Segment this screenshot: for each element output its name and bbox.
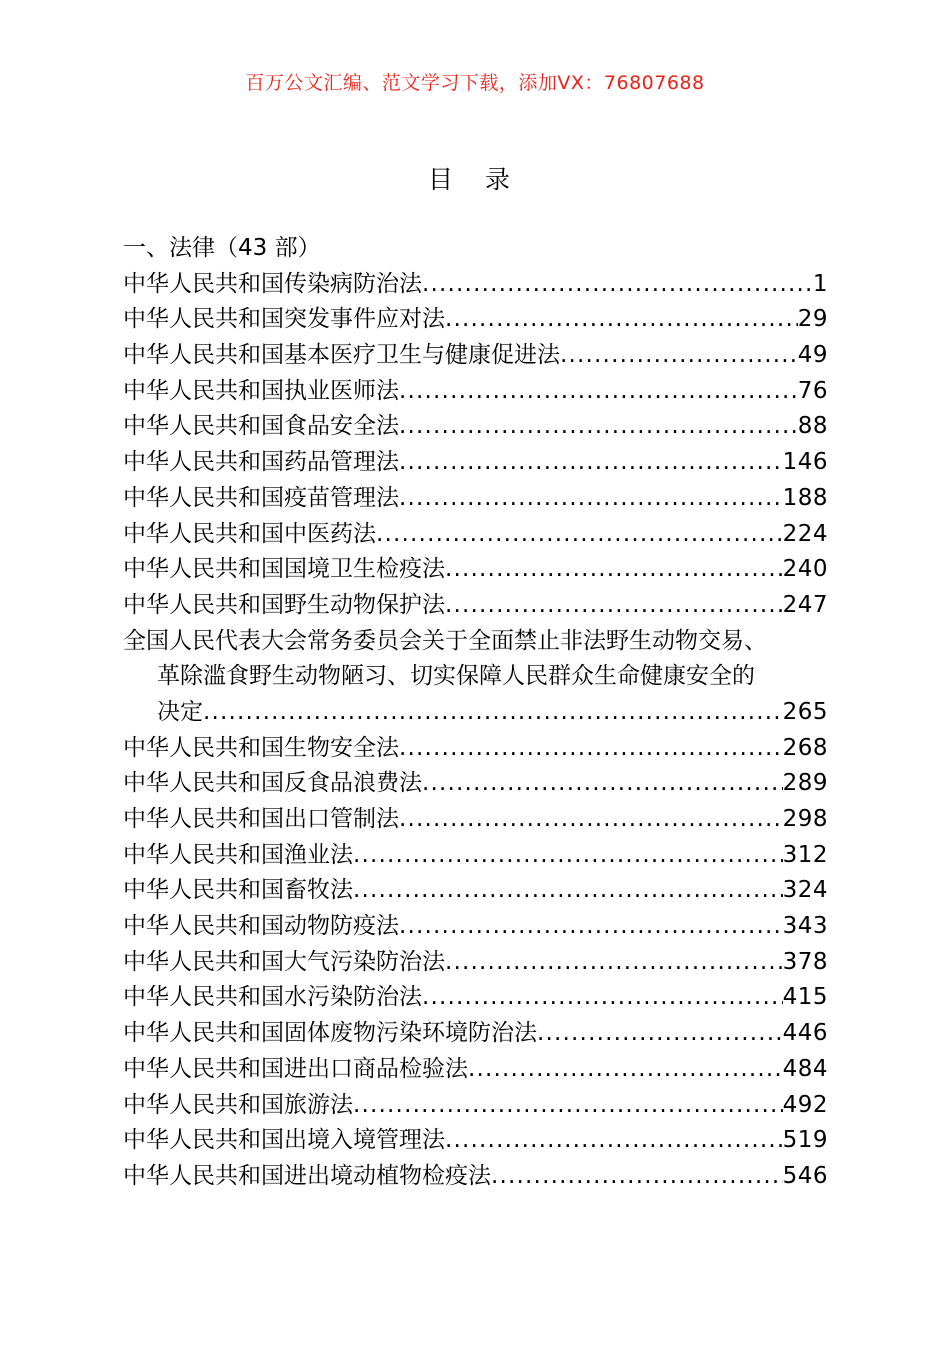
toc-entry-page: 247 bbox=[782, 591, 828, 618]
dot-leader bbox=[491, 1159, 783, 1195]
dot-leader bbox=[399, 409, 798, 445]
toc-entry-page: 519 bbox=[782, 1127, 828, 1154]
toc-entry-page: 29 bbox=[797, 306, 828, 333]
toc-entries-group bbox=[123, 731, 828, 1195]
toc-entry-page: 378 bbox=[782, 948, 828, 975]
toc-entry-page: 312 bbox=[782, 841, 828, 868]
dot-leader bbox=[422, 766, 783, 802]
toc-entry[interactable] bbox=[123, 909, 828, 945]
toc-entry[interactable] bbox=[123, 1052, 828, 1088]
dot-leader bbox=[445, 552, 783, 588]
dot-leader bbox=[445, 302, 798, 338]
toc-entry-page: 298 bbox=[782, 806, 828, 832]
toc-entry-title: 中华人民共和国食品安全法 bbox=[123, 413, 399, 440]
toc-entry-title: 中华人民共和国国境卫生检疫法 bbox=[123, 556, 445, 583]
table-of-contents bbox=[123, 231, 828, 1195]
toc-entry-page: 224 bbox=[782, 520, 828, 547]
toc-entry[interactable] bbox=[123, 374, 828, 410]
dot-leader bbox=[353, 838, 783, 874]
dot-leader bbox=[560, 338, 798, 374]
toc-entry[interactable] bbox=[123, 1159, 828, 1195]
toc-entry-title: 中华人民共和国大气污染防治法 bbox=[123, 948, 445, 975]
dot-leader bbox=[399, 909, 783, 945]
toc-entry-page: 289 bbox=[782, 770, 828, 797]
page-title: 目 录 bbox=[428, 165, 522, 194]
toc-entry-title: 中华人民共和国生物安全法 bbox=[123, 734, 399, 761]
toc-entry-title: 中华人民共和国渔业法 bbox=[123, 841, 353, 868]
toc-entry[interactable] bbox=[123, 409, 828, 445]
toc-entry[interactable] bbox=[123, 731, 828, 767]
toc-entry-title: 中华人民共和国进出境动植物检疫法 bbox=[123, 1162, 491, 1189]
dot-leader bbox=[399, 802, 783, 838]
toc-entry-title: 中华人民共和国旅游法 bbox=[123, 1091, 353, 1118]
toc-entry-title: 中华人民共和国执业医师法 bbox=[123, 377, 399, 404]
toc-entry-page: 492 bbox=[782, 1091, 828, 1118]
toc-entry-page: 265 bbox=[782, 698, 828, 725]
dot-leader bbox=[399, 481, 783, 517]
dot-leader bbox=[376, 517, 783, 553]
dot-leader bbox=[445, 1123, 783, 1159]
toc-entry[interactable] bbox=[123, 766, 828, 802]
toc-entry[interactable] bbox=[123, 267, 828, 303]
toc-entry-page: 76 bbox=[797, 377, 828, 404]
toc-entry-page: 268 bbox=[782, 734, 828, 761]
dot-leader bbox=[422, 980, 783, 1016]
toc-entry-title: 中华人民共和国疫苗管理法 bbox=[123, 484, 399, 511]
toc-entry-title: 中华人民共和国动物防疫法 bbox=[123, 913, 399, 940]
toc-entry-title: 中华人民共和国水污染防治法 bbox=[123, 984, 422, 1011]
toc-entry-npc-decision[interactable] bbox=[123, 624, 828, 731]
dot-leader bbox=[468, 1052, 783, 1088]
toc-entry-title: 决定 bbox=[157, 698, 203, 725]
toc-entry[interactable] bbox=[123, 945, 828, 981]
toc-entry[interactable] bbox=[123, 338, 828, 374]
dot-leader bbox=[353, 1088, 783, 1124]
toc-entry-title: 中华人民共和国传染病防治法 bbox=[123, 270, 422, 297]
toc-entry-page: 1 bbox=[812, 270, 828, 297]
dot-leader bbox=[422, 267, 813, 303]
toc-entry-line bbox=[123, 695, 828, 731]
toc-entry-page: 240 bbox=[782, 556, 828, 583]
toc-entry[interactable] bbox=[123, 552, 828, 588]
toc-entry[interactable] bbox=[123, 588, 828, 624]
toc-entry[interactable] bbox=[123, 517, 828, 553]
toc-entry-title: 中华人民共和国反食品浪费法 bbox=[123, 770, 422, 797]
dot-leader bbox=[399, 374, 798, 410]
toc-entry-page: 343 bbox=[782, 913, 828, 940]
toc-entry-title: 中华人民共和国出口管制法 bbox=[123, 806, 399, 832]
toc-entry-page: 546 bbox=[782, 1162, 828, 1189]
toc-entry[interactable] bbox=[123, 302, 828, 338]
toc-entry-title: 中华人民共和国药品管理法 bbox=[123, 449, 399, 476]
toc-entry-title: 中华人民共和国出境入境管理法 bbox=[123, 1127, 445, 1154]
toc-entry-page: 324 bbox=[782, 877, 828, 904]
toc-entry[interactable] bbox=[123, 1123, 828, 1159]
toc-entry-title: 中华人民共和国进出口商品检验法 bbox=[123, 1055, 468, 1082]
toc-entry-title: 中华人民共和国中医药法 bbox=[123, 520, 376, 547]
toc-entry-title: 中华人民共和国突发事件应对法 bbox=[123, 306, 445, 333]
toc-entry-page: 484 bbox=[782, 1055, 828, 1082]
toc-entry-page: 88 bbox=[797, 413, 828, 440]
toc-entry[interactable] bbox=[123, 1088, 828, 1124]
dot-leader bbox=[353, 873, 783, 909]
toc-entry-page: 415 bbox=[782, 984, 828, 1011]
toc-entry[interactable] bbox=[123, 1016, 828, 1052]
toc-entry-page: 188 bbox=[782, 484, 828, 511]
toc-entry-title: 中华人民共和国野生动物保护法 bbox=[123, 591, 445, 618]
toc-entry-title: 中华人民共和国固体废物污染环境防治法 bbox=[123, 1020, 537, 1047]
toc-entry-title: 中华人民共和国畜牧法 bbox=[123, 877, 353, 904]
toc-entry[interactable] bbox=[123, 980, 828, 1016]
toc-entry-page: 49 bbox=[797, 342, 828, 369]
toc-entry[interactable] bbox=[123, 838, 828, 874]
dot-leader bbox=[399, 445, 783, 481]
toc-entry[interactable] bbox=[123, 873, 828, 909]
header-watermark-note: 百万公文汇编、范文学习下载，添加VX：76807688 bbox=[245, 72, 705, 94]
toc-entry[interactable] bbox=[123, 445, 828, 481]
toc-entry[interactable] bbox=[123, 802, 828, 838]
dot-leader bbox=[537, 1016, 783, 1052]
dot-leader bbox=[399, 731, 783, 767]
toc-entry-line: 全国人民代表大会常务委员会关于全面禁止非法野生动物交易、 bbox=[123, 627, 767, 654]
dot-leader bbox=[203, 695, 783, 731]
toc-entry-title: 中华人民共和国基本医疗卫生与健康促进法 bbox=[123, 342, 560, 369]
section-heading: 一、法律（43 部） bbox=[123, 235, 321, 261]
dot-leader bbox=[445, 588, 783, 624]
toc-entry-page: 146 bbox=[782, 449, 828, 476]
dot-leader bbox=[445, 945, 783, 981]
toc-entries-group bbox=[123, 267, 828, 624]
toc-entry-line: 革除滥食野生动物陋习、切实保障人民群众生命健康安全的 bbox=[157, 663, 755, 690]
toc-entry-page: 446 bbox=[782, 1020, 828, 1047]
toc-entry[interactable] bbox=[123, 481, 828, 517]
